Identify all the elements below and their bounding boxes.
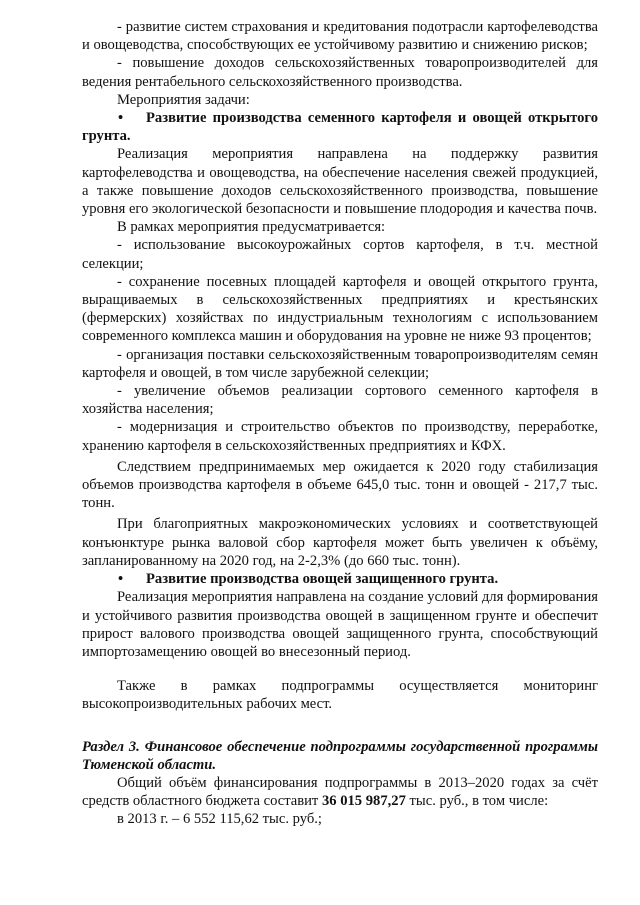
- paragraph-financing: [82, 774, 598, 810]
- section-title: Раздел 3. Финансовое обеспечение подпрограммы государственной программы Тюменской области.: [82, 738, 598, 773]
- paragraph-provisions: В рамках мероприятия предусматривается:: [117, 219, 386, 236]
- financing-text-c: тыс. руб., в том числе:: [405, 793, 549, 810]
- heading-protected-ground: [82, 570, 598, 588]
- list-item-areas: - сохранение посевных площадей картофеля и овощей открытого грунта, выращиваемых в сельскохозяйственных предприятиях и крестьянских (фермерских) хозяйствах по индустриальным технологиям с использованием современного комплекса машин и оборудования на уровне не ниже 93 процентов;: [82, 273, 598, 345]
- paragraph-consequence: Следствием предпринимаемых мер ожидается к 2020 году стабилизация объемов производства картофеля в объеме 645,0 тыс. тонн и овощей - 217,7 тыс. тонн.: [82, 458, 598, 512]
- heading-seed-potato: [82, 109, 598, 145]
- heading-seed-potato-text: Развитие производства семенного картофеля и овощей открытого грунта.: [82, 110, 598, 145]
- paragraph-protected-implementation: Реализация мероприятия направлена на создание условий для формирования и устойчивого развития производства овощей в защищенном грунте и обеспечит прирост валового производства овощей защищенного грунта, способствующий импортозамещению овощей во внесезонный период.: [82, 589, 598, 660]
- list-item-modernization: - модернизация и строительство объектов по производству, переработке, хранению картофеля в сельскохозяйственных предприятиях и КФХ.: [82, 419, 598, 454]
- bullet-icon: •: [118, 110, 124, 127]
- paragraph-conditions: При благоприятных макроэкономических условиях и соответствующей конъюнктуре рынка валовой сбор картофеля может быть увеличен к объёму, запланированному на 2020 год, на 2-2,3% (до 660 тыс. тонн).: [82, 516, 598, 569]
- paragraph-2013: в 2013 г. – 6 552 115,62 тыс. руб.;: [117, 811, 322, 828]
- paragraph-implementation: Реализация мероприятия направлена на поддержку развития картофелеводства и овощеводства, на обеспечение населения свежей продукцией, а также повышение доходов сельскохозяйственного производства, повышение уровня его экологической безопасности и повышение плодородия и качества почв.: [82, 146, 598, 218]
- list-item-supply: - организация поставки сельскохозяйственным товаропроизводителям семян картофеля и овощей, в том числе зарубежной селекции;: [82, 346, 598, 381]
- document-page: [82, 18, 598, 829]
- paragraph-monitoring: Также в рамках подпрограммы осуществляется мониторинг высокопроизводительных рабочих мест.: [82, 678, 598, 713]
- bullet-icon: •: [118, 571, 124, 588]
- paragraph-measures-label: Мероприятия задачи:: [117, 91, 250, 108]
- paragraph-insurance: - развитие систем страхования и кредитования подотрасли картофелеводства и овощеводства, способствующих ее устойчивому развитию и снижению рисков;: [82, 19, 598, 54]
- blank-line: [82, 661, 598, 677]
- paragraph-income: - повышение доходов сельскохозяйственных товаропроизводителей для ведения рентабельного сельскохозяйственного производства.: [82, 55, 598, 90]
- list-item-sales: - увеличение объемов реализации сортового семенного картофеля в хозяйства населения;: [82, 383, 598, 418]
- heading-protected-ground-text: Развитие производства овощей защищенного грунта.: [146, 571, 499, 588]
- financing-total: 36 015 987,27: [321, 793, 406, 810]
- list-item-varieties: - использование высокоурожайных сортов картофеля, в т.ч. местной селекции;: [82, 237, 598, 272]
- blank-line: [82, 714, 598, 738]
- financing-text-a: Общий объём финансирования подпрограммы в 2013–2020 годах за счёт средств областного бюджета составит: [82, 774, 598, 810]
